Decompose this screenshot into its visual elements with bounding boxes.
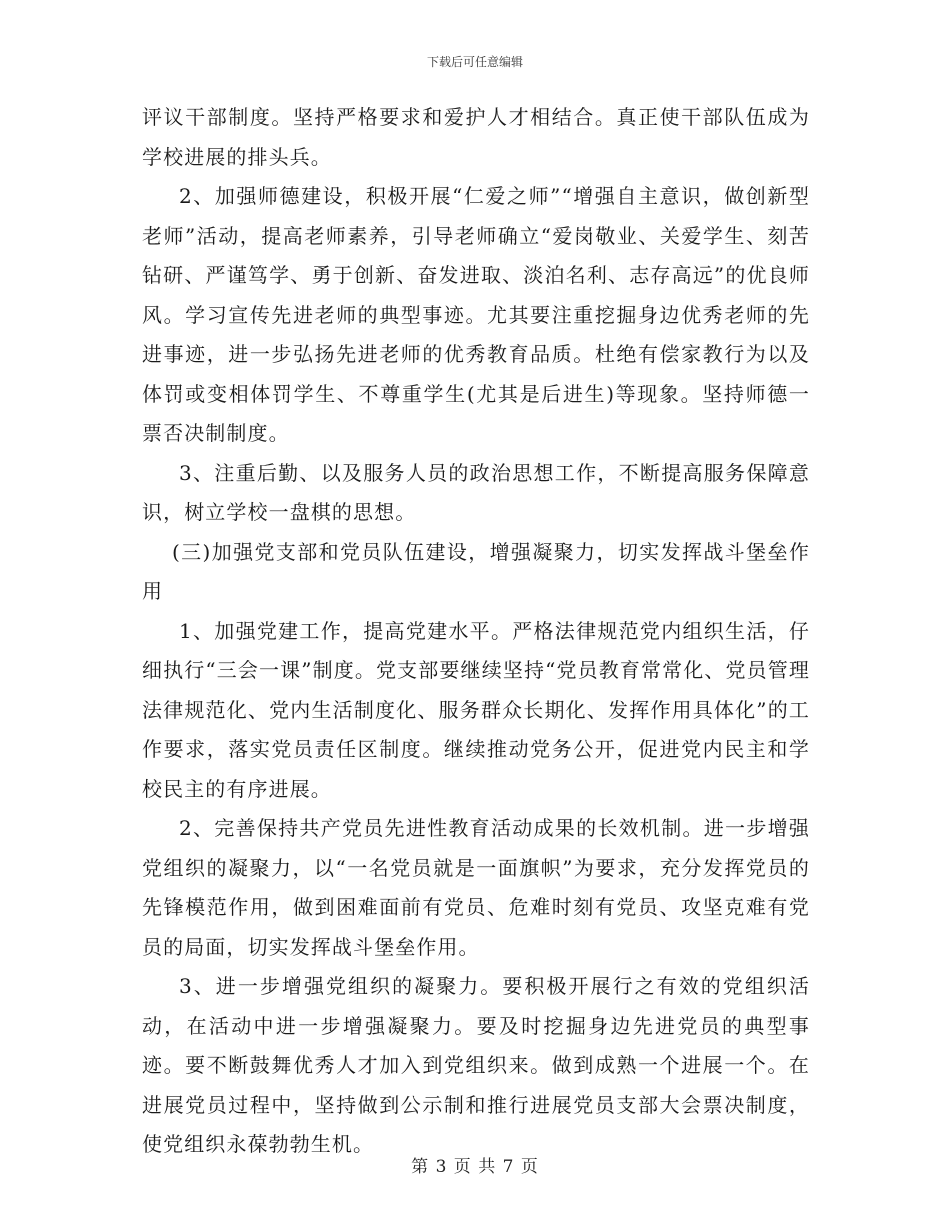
paragraph-teacher-ethics: 2、加强师德建设，积极开展“仁爱之师”“增强自主意识，做创新型老师”活动，提高老师素养，引导老师确立“爱岗敬业、关爱学生、刻苦钻研、严谨笃学、勇于创新、奋发进取、淡泊名利、志存高远”的优良师风。学习宣传先进老师的典型事迹。尤其要注重挖掘身边优秀老师的先进事迹，进一步弘扬先进老师的优秀教育品质。杜绝有偿家教行为以及体罚或变相体罚学生、不尊重学生(尤其是后进生)等现象。坚持师德一票否决制制度。 (142, 184, 810, 445)
paragraph-cohesion: 3、进一步增强党组织的凝聚力。要积极开展行之有效的党组织活动，在活动中进一步增强凝聚力。要及时挖掘身边先进党员的典型事迹。要不断鼓舞优秀人才加入到党组织来。做到成熟一个进展一个。在进展党员过程中，坚持做到公示制和推行进展党员支部大会票决制度，使党组织永葆勃勃生机。 (142, 974, 810, 1156)
paragraph-logistics: 3、注重后勤、以及服务人员的政治思想工作，不断提高服务保障意识，树立学校一盘棋的思想。 (142, 460, 810, 524)
page-header: 下载后可任意编辑 (426, 55, 523, 69)
paragraph-continuation: 评议干部制度。坚持严格要求和爱护人才相结合。真正使干部队伍成为学校进展的排头兵。 (142, 105, 810, 169)
document-body (142, 98, 810, 1165)
section-heading-party-branch: (三)加强党支部和党员队伍建设，增强凝聚力，切实发挥战斗堡垒作用 (142, 539, 810, 603)
paragraph-party-building: 1、加强党建工作，提高党建水平。严格法律规范党内组织生活，仔细执行“三会一课”制度。党支部要继续坚持“党员教育常常化、党员管理法律规范化、党内生活制度化、服务群众长期化、发挥作用具体化”的工作要求，落实党员责任区制度。继续推动党务公开，促进党内民主和学校民主的有序进展。 (142, 618, 810, 801)
paragraph-advanced-education: 2、完善保持共产党员先进性教育活动成果的长效机制。进一步增强党组织的凝聚力，以“一名党员就是一面旗帜”为要求，充分发挥党员的先锋模范作用，做到困难面前有党员、危难时刻有党员、攻坚克难有党员的局面，切实发挥战斗堡垒作用。 (142, 816, 810, 959)
page-footer: 第 3 页 共 7 页 (411, 1157, 539, 1177)
